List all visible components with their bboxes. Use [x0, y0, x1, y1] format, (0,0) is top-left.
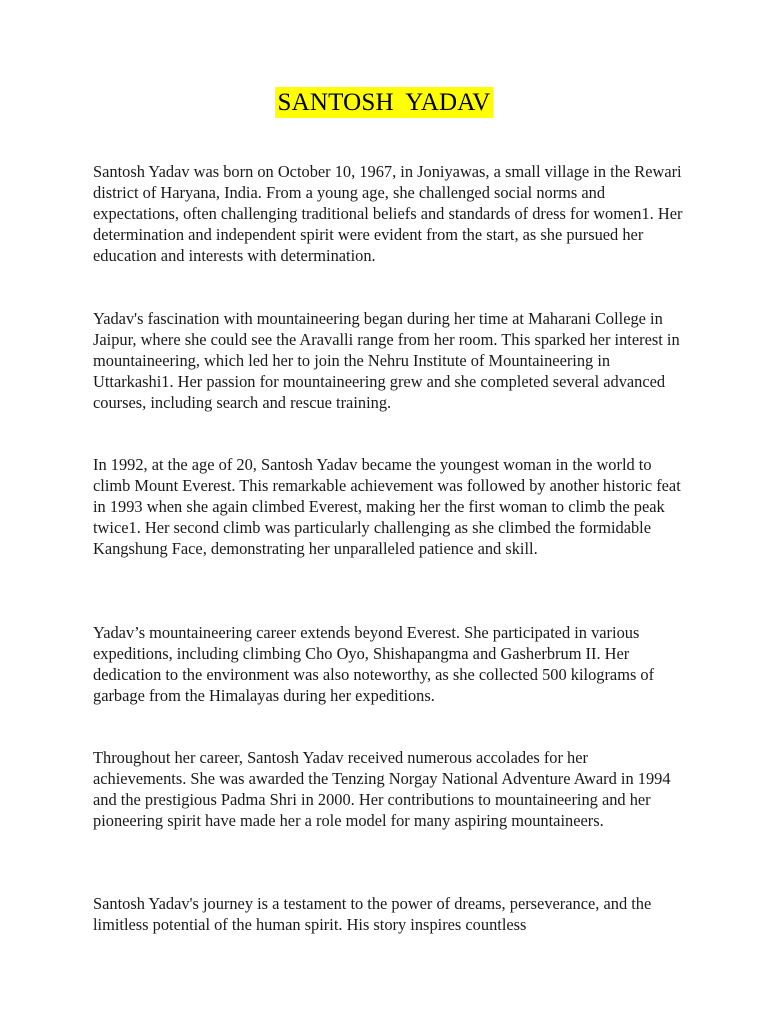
paragraph-early-life: Santosh Yadav was born on October 10, 1967, in Joniyawas, a small village in the Rewari district of Haryana, India. From a young age, she challenged social norms and expectations, often challenging traditional beliefs and standards of dress for women1. Her determination and independent spirit were evident from the start, as she pursued her education and interests with determination.	[93, 162, 683, 265]
paragraph-awards: Throughout her career, Santosh Yadav received numerous accolades for her achievements. She was awarded the Tenzing Norgay National Adventure Award in 1994 and the prestigious Padma Shri in 2000. Her contributions to mountaineering and her pioneering spirit have made her a role model for many aspiring mountaineers.	[93, 748, 671, 830]
paragraph-legacy: Santosh Yadav's journey is a testament to the power of dreams, perseverance, and the limitless potential of the human spirit. His story inspires countless	[93, 894, 652, 934]
paragraph-career: Yadav’s mountaineering career extends beyond Everest. She participated in various expeditions, including climbing Cho Oyo, Shishapangma and Gasherbrum II. Her dedication to the environment was also noteworthy, as she collected 500 kilograms of garbage from the Himalayas during her expeditions.	[93, 623, 655, 705]
paragraph-everest: In 1992, at the age of 20, Santosh Yadav became the youngest woman in the world to climb Mount Everest. This remarkable achievement was followed by another historic feat in 1993 when she again climbed Everest, making her the first woman to climb the peak twice1. Her second climb was particularly challenging as she climbed the formidable Kangshung Face, demonstrating her unparalleled patience and skill.	[93, 455, 681, 558]
title-container	[0, 87, 768, 118]
page-title: SANTOSH YADAV	[277, 89, 491, 116]
paragraph-mountaineering-start: Yadav's fascination with mountaineering began during her time at Maharani College in Jaipur, where she could see the Aravalli range from her room. This sparked her interest in mountaineering, which led her to join the Nehru Institute of Mountaineering in Uttarkashi1. Her passion for mountaineering grew and she completed several advanced courses, including search and rescue training.	[93, 309, 680, 412]
